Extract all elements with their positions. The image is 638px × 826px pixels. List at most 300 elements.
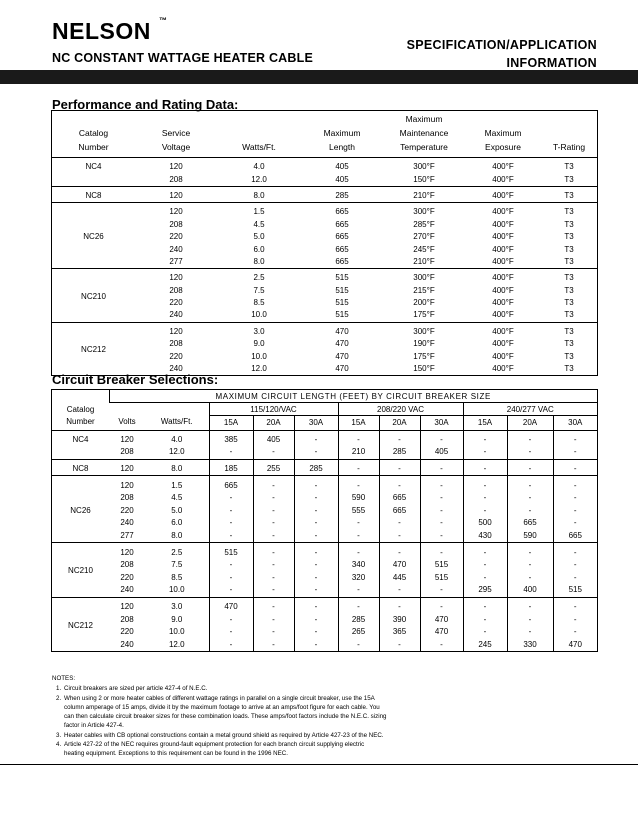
breaker-cell: 285 — [294, 459, 338, 476]
breaker-cell: 405 — [420, 446, 463, 459]
breakers-header-a15-3: 15A — [463, 416, 507, 431]
perf-cell: 208 — [169, 339, 183, 349]
perf-cell: 7.5 — [253, 285, 265, 295]
perf-cell: T3 — [564, 339, 574, 349]
breaker-cell: 500 — [463, 517, 507, 530]
breaker-cell: - — [209, 638, 253, 651]
breaker-cell: 10.0 — [168, 585, 185, 595]
perf-cell: 240 — [169, 310, 183, 320]
perf-cell: 220 — [169, 351, 183, 361]
perf-catalog-cell: NC212 — [52, 322, 135, 375]
breaker-cell: - — [463, 626, 507, 639]
breaker-cell: - — [379, 430, 420, 446]
perf-cell: 285°F — [413, 219, 435, 229]
note-line: column amperage of 15 amps, divide it by the maximum footage to arrive at an amps/foot figure for each cable. You — [64, 703, 380, 711]
breaker-cell: 665 — [507, 517, 553, 530]
breaker-cell: - — [553, 613, 597, 626]
perf-cell: 277 — [169, 256, 183, 266]
perf-cell: 208 — [169, 219, 183, 229]
breaker-cell: - — [420, 459, 463, 476]
breaker-cell: 4.0 — [171, 434, 183, 444]
notes-title: NOTES: — [52, 675, 76, 682]
breaker-cell: 470 — [420, 613, 463, 626]
perf-cell: 470 — [301, 322, 383, 338]
breaker-cell: - — [338, 597, 379, 613]
breakers-header-a15-2: 15A — [338, 416, 379, 431]
breaker-cell: - — [379, 517, 420, 530]
perf-cell: 470 — [335, 339, 349, 349]
breakers-header-a20-2: 20A — [379, 416, 420, 431]
perf-cell: 300°F — [383, 269, 465, 285]
breaker-cell: 405 — [253, 430, 294, 446]
perf-cell: 10.0 — [251, 310, 267, 320]
breakers-title: Circuit Breaker Selections: — [52, 372, 219, 387]
breaker-cell: 515 — [209, 543, 253, 559]
breaker-cell: 240 — [120, 639, 134, 649]
breaker-cell: - — [294, 559, 338, 572]
perf-cell: T3 — [564, 219, 574, 229]
breaker-cell: 10.0 — [168, 627, 185, 637]
perf-cell: 120 — [169, 162, 183, 172]
breaker-cell: 120 — [120, 434, 134, 444]
breaker-cell: 340 — [338, 559, 379, 572]
note-number: 3. — [56, 731, 62, 739]
perf-cell: 200°F — [413, 298, 435, 308]
breaker-cell: - — [420, 492, 463, 505]
breaker-cell: - — [294, 638, 338, 651]
note-number: 2. — [56, 694, 62, 702]
breaker-cell: - — [463, 476, 507, 492]
bottom-rule — [0, 764, 638, 765]
perf-cell: 300°F — [383, 203, 465, 219]
breakers-header-v1: 115/120/VAC — [209, 403, 338, 416]
breakers-header-a15-1: 15A — [209, 416, 253, 431]
perf-row — [52, 158, 597, 174]
breaker-cell: - — [553, 517, 597, 530]
breaker-cell: 9.0 — [171, 614, 183, 624]
perf-cell: 400°F — [492, 310, 514, 320]
breaker-cell: 120 — [109, 459, 145, 476]
breakers-header-a30-1: 30A — [294, 416, 338, 431]
perf-header-maint-3: Temperature — [400, 142, 448, 152]
breakers-table — [52, 390, 597, 651]
breaker-cell: - — [209, 613, 253, 626]
perf-cell: T3 — [564, 310, 574, 320]
breakers-header-a20-1: 20A — [253, 416, 294, 431]
breaker-cell: - — [294, 543, 338, 559]
breaker-cell: - — [294, 504, 338, 517]
note-item — [52, 740, 612, 759]
perf-header-trating: T-Rating — [552, 142, 586, 152]
breaker-row — [52, 459, 597, 476]
breaker-cell: - — [209, 517, 253, 530]
breakers-header-a30-2: 30A — [420, 416, 463, 431]
breaker-cell: - — [338, 543, 379, 559]
perf-cell: 405 — [335, 174, 349, 184]
breaker-row — [52, 446, 597, 459]
breaker-cell: 330 — [507, 638, 553, 651]
breaker-cell: 208 — [120, 447, 134, 457]
breaker-cell: 470 — [209, 597, 253, 613]
breaker-cell: 665 — [553, 530, 597, 543]
doc-type-line1: SPECIFICATION/APPLICATION — [406, 38, 597, 52]
breaker-cell: - — [507, 559, 553, 572]
breaker-cell: - — [463, 446, 507, 459]
breaker-cell: - — [209, 571, 253, 584]
perf-cell: 120 — [135, 269, 217, 285]
breaker-catalog-cell: NC4 — [72, 434, 89, 444]
breaker-cell: 665 — [209, 476, 253, 492]
breaker-cell: - — [379, 476, 420, 492]
breaker-cell: 470 — [553, 638, 597, 651]
breaker-cell: - — [253, 571, 294, 584]
perf-cell: 9.0 — [253, 339, 265, 349]
perf-cell: 400°F — [492, 162, 514, 172]
trademark-mark: ™ — [159, 16, 167, 25]
breaker-cell: 8.0 — [145, 459, 209, 476]
brand-logo: NELSON — [52, 18, 151, 44]
perf-header-watts: Watts/Ft. — [242, 142, 276, 152]
breaker-cell: - — [507, 492, 553, 505]
breakers-header-a30-3: 30A — [553, 416, 597, 431]
breaker-cell: - — [420, 543, 463, 559]
perf-cell: 220 — [169, 232, 183, 242]
perf-cell: 12.0 — [251, 174, 267, 184]
breakers-header-v3: 240/277 VAC — [463, 403, 597, 416]
perf-cell: 400°F — [492, 174, 514, 184]
breakers-header-number: Number — [66, 417, 95, 426]
breaker-cell: - — [420, 584, 463, 597]
breaker-cell: - — [463, 504, 507, 517]
breaker-cell: 390 — [379, 613, 420, 626]
perf-cell: 400°F — [492, 285, 514, 295]
breaker-cell: - — [253, 517, 294, 530]
breaker-cell: 400 — [507, 584, 553, 597]
breaker-cell: 255 — [253, 459, 294, 476]
perf-cell: 400°F — [492, 339, 514, 349]
notes-section — [52, 674, 612, 759]
breaker-cell: 285 — [379, 446, 420, 459]
breaker-cell: 665 — [379, 492, 420, 505]
breaker-cell: - — [253, 559, 294, 572]
header-band — [0, 70, 638, 84]
perf-cell: 400°F — [465, 322, 541, 338]
breaker-catalog-cell: NC210 — [52, 543, 109, 597]
breaker-cell: 245 — [463, 638, 507, 651]
perf-row — [52, 186, 597, 202]
perf-cell: 4.5 — [253, 219, 265, 229]
perf-header-exp-2: Exposure — [485, 142, 521, 152]
breaker-cell: 470 — [379, 559, 420, 572]
breaker-cell: - — [553, 446, 597, 459]
breaker-cell: 208 — [120, 614, 134, 624]
breaker-cell: - — [294, 597, 338, 613]
breaker-cell: 385 — [209, 430, 253, 446]
breaker-cell: 120 — [109, 543, 145, 559]
perf-cell: T3 — [564, 298, 574, 308]
perf-catalog-cell: NC26 — [52, 203, 135, 269]
breaker-cell: - — [553, 504, 597, 517]
breaker-cell: - — [209, 492, 253, 505]
breaker-cell: - — [294, 492, 338, 505]
perf-cell: 300°F — [383, 322, 465, 338]
breaker-cell: - — [209, 584, 253, 597]
breaker-row — [52, 543, 597, 559]
breaker-cell: 6.0 — [171, 518, 183, 528]
breaker-cell: - — [294, 517, 338, 530]
perf-cell: 210°F — [383, 186, 465, 202]
header-left — [52, 18, 313, 66]
perf-cell: 665 — [335, 232, 349, 242]
breaker-cell: - — [379, 530, 420, 543]
breaker-cell: 8.0 — [171, 530, 183, 540]
note-line: When using 2 or more heater cables of different wattage ratings in parallel on a single circuit breaker, use the 15A — [64, 694, 375, 702]
note-item — [52, 731, 612, 740]
perf-cell: T3 — [564, 162, 574, 172]
breaker-cell: 220 — [120, 505, 134, 515]
note-line: can then calculate circuit breaker sizes for these combination loads. These amps/foot factors include the N.E.C. sizing — [64, 713, 387, 721]
breaker-cell: 1.5 — [145, 476, 209, 492]
breaker-cell: - — [253, 597, 294, 613]
breaker-cell: - — [463, 597, 507, 613]
breakers-header-catalog: Catalog — [66, 404, 95, 414]
perf-catalog-cell: NC8 — [52, 186, 135, 202]
perf-cell: T3 — [564, 244, 574, 254]
breaker-cell: - — [209, 626, 253, 639]
breaker-cell: 555 — [338, 504, 379, 517]
note-line: Article 427-22 of the NEC requires ground-fault equipment protection for each branch circuit supplying electric — [64, 741, 365, 749]
note-line: Heater cables with CB optional constructions contain a metal ground shield as required by Article 427-23 of the NEC. — [64, 731, 384, 739]
perf-cell: 300°F — [413, 162, 435, 172]
breaker-cell: 12.0 — [168, 447, 185, 457]
breaker-cell: - — [507, 504, 553, 517]
breakers-header-maxlen: MAXIMUM CIRCUIT LENGTH (FEET) BY CIRCUIT BREAKER SIZE — [109, 390, 597, 403]
note-line: Circuit breakers are sized per article 427-4 of N.E.C. — [64, 685, 208, 693]
breaker-cell: 8.5 — [171, 572, 183, 582]
perf-catalog-cell: NC4 — [85, 162, 102, 171]
perf-cell: 405 — [335, 162, 349, 172]
perf-cell: T3 — [541, 322, 597, 338]
perf-cell: 175°F — [413, 351, 435, 361]
breaker-row — [52, 492, 597, 505]
breaker-cell: - — [463, 571, 507, 584]
breaker-cell: - — [253, 584, 294, 597]
breaker-cell: - — [553, 543, 597, 559]
breaker-cell: - — [420, 517, 463, 530]
breaker-cell: 210 — [338, 446, 379, 459]
perf-cell: 400°F — [492, 298, 514, 308]
breaker-cell: - — [507, 430, 553, 446]
breaker-cell: - — [209, 446, 253, 459]
breaker-cell: - — [338, 530, 379, 543]
breaker-cell: 285 — [338, 613, 379, 626]
perf-cell: 665 — [335, 219, 349, 229]
perf-cell: 470 — [335, 364, 349, 374]
breaker-cell: - — [507, 459, 553, 476]
breaker-cell: - — [420, 430, 463, 446]
breakers-header-watts: Watts/Ft. — [160, 417, 193, 426]
breakers-header-volts: Volts — [118, 417, 136, 426]
breaker-cell: - — [507, 571, 553, 584]
breaker-cell: - — [294, 613, 338, 626]
breaker-cell: - — [463, 559, 507, 572]
breaker-cell: 2.5 — [145, 543, 209, 559]
breaker-cell: 220 — [120, 572, 134, 582]
perf-cell: 208 — [169, 174, 183, 184]
perf-header-service-2: Voltage — [161, 142, 191, 152]
perf-cell: 400°F — [492, 232, 514, 242]
perf-cell: 6.0 — [253, 244, 265, 254]
breaker-cell: - — [209, 530, 253, 543]
perf-header-exp-1: Maximum — [484, 128, 522, 138]
breaker-cell: - — [338, 459, 379, 476]
perf-cell: 400°F — [465, 186, 541, 202]
perf-cell: T3 — [564, 285, 574, 295]
breaker-row — [52, 626, 597, 639]
breaker-cell: - — [379, 597, 420, 613]
breaker-cell: 220 — [120, 627, 134, 637]
perf-cell: 215°F — [413, 285, 435, 295]
breaker-cell: - — [253, 543, 294, 559]
perf-cell: 8.5 — [253, 298, 265, 308]
perf-header-maint-2: Maintenance — [399, 128, 449, 138]
breaker-cell: - — [379, 459, 420, 476]
perf-cell: 270°F — [413, 232, 435, 242]
breaker-cell: 590 — [338, 492, 379, 505]
perf-cell: 8.0 — [217, 186, 301, 202]
note-item — [52, 684, 612, 693]
perf-cell: 470 — [335, 351, 349, 361]
breaker-catalog-cell: NC8 — [52, 459, 109, 476]
breaker-cell: - — [553, 476, 597, 492]
perf-cell: 3.0 — [217, 322, 301, 338]
breaker-cell: - — [253, 626, 294, 639]
perf-cell: 400°F — [492, 364, 514, 374]
perf-cell: 665 — [335, 244, 349, 254]
breaker-cell: - — [379, 638, 420, 651]
breaker-cell: - — [253, 446, 294, 459]
performance-table — [52, 111, 597, 375]
perf-cell: 515 — [335, 298, 349, 308]
perf-cell: 1.5 — [217, 203, 301, 219]
perf-cell: T3 — [564, 364, 574, 374]
perf-header-maxlen-1: Maximum — [323, 128, 361, 138]
breakers-header-a20-3: 20A — [507, 416, 553, 431]
perf-cell: 10.0 — [251, 351, 267, 361]
breaker-row — [52, 504, 597, 517]
breaker-cell: - — [463, 459, 507, 476]
breaker-cell: 3.0 — [145, 597, 209, 613]
breaker-cell: 185 — [209, 459, 253, 476]
perf-cell: 208 — [169, 285, 183, 295]
perf-catalog-cell: NC210 — [52, 269, 135, 323]
perf-cell: T3 — [564, 256, 574, 266]
breaker-cell: 208 — [120, 560, 134, 570]
perf-cell: 515 — [301, 269, 383, 285]
breaker-cell: 120 — [109, 597, 145, 613]
breaker-cell: - — [379, 543, 420, 559]
breaker-cell: - — [253, 504, 294, 517]
perf-cell: 515 — [335, 285, 349, 295]
breaker-cell: 208 — [120, 493, 134, 503]
perf-cell: 240 — [169, 364, 183, 374]
breaker-cell: - — [338, 584, 379, 597]
breaker-cell: - — [338, 476, 379, 492]
perf-cell: 220 — [169, 298, 183, 308]
breaker-cell: - — [294, 430, 338, 446]
breaker-row — [52, 597, 597, 613]
breaker-row — [52, 430, 597, 446]
perf-cell: 120 — [135, 322, 217, 338]
breaker-cell: - — [463, 430, 507, 446]
breaker-cell: 240 — [120, 585, 134, 595]
perf-cell: 400°F — [465, 203, 541, 219]
perf-cell: 400°F — [465, 269, 541, 285]
perf-cell: 400°F — [492, 256, 514, 266]
breaker-catalog-cell: NC212 — [52, 597, 109, 651]
breaker-cell: - — [338, 517, 379, 530]
header-right — [407, 36, 597, 72]
perf-cell: 245°F — [413, 244, 435, 254]
perf-cell: 240 — [169, 244, 183, 254]
breaker-cell: - — [553, 459, 597, 476]
breaker-cell: - — [507, 476, 553, 492]
breaker-cell: - — [209, 504, 253, 517]
breaker-cell: 265 — [338, 626, 379, 639]
breaker-cell: - — [420, 597, 463, 613]
breaker-cell: - — [253, 492, 294, 505]
perf-header-catalog-2: Number — [78, 142, 109, 152]
perf-cell: 400°F — [492, 244, 514, 254]
breaker-row — [52, 530, 597, 543]
breaker-cell: - — [507, 543, 553, 559]
perf-header-maxlen-2: Length — [329, 142, 355, 152]
breaker-cell: - — [253, 613, 294, 626]
breaker-cell: 515 — [420, 559, 463, 572]
note-line: factor in Article 427-4. — [64, 722, 124, 730]
breaker-cell: 277 — [120, 530, 134, 540]
breaker-cell: - — [294, 584, 338, 597]
breaker-cell: - — [294, 446, 338, 459]
perf-cell: 4.0 — [253, 162, 265, 172]
breaker-cell: 445 — [379, 571, 420, 584]
perf-cell: 120 — [135, 186, 217, 202]
breaker-row — [52, 584, 597, 597]
product-subtitle: NC CONSTANT WATTAGE HEATER CABLE — [52, 51, 314, 65]
perf-cell: 8.0 — [253, 256, 265, 266]
breaker-row — [52, 517, 597, 530]
breaker-cell: - — [463, 613, 507, 626]
breaker-cell: - — [338, 430, 379, 446]
perf-cell: 120 — [135, 203, 217, 219]
breaker-cell: - — [463, 492, 507, 505]
breaker-cell: - — [294, 571, 338, 584]
breakers-header-v2: 208/220 VAC — [338, 403, 463, 416]
perf-cell: 5.0 — [253, 232, 265, 242]
perf-cell: 665 — [301, 203, 383, 219]
perf-cell: 285 — [301, 186, 383, 202]
breaker-cell: 120 — [109, 476, 145, 492]
breaker-cell: - — [338, 638, 379, 651]
note-number: 1. — [56, 685, 62, 693]
breaker-row — [52, 559, 597, 572]
perf-cell: 210°F — [413, 256, 435, 266]
breaker-cell: 515 — [553, 584, 597, 597]
perf-cell: T3 — [564, 351, 574, 361]
breaker-cell: - — [420, 476, 463, 492]
breaker-cell: - — [553, 571, 597, 584]
perf-row — [52, 269, 597, 285]
